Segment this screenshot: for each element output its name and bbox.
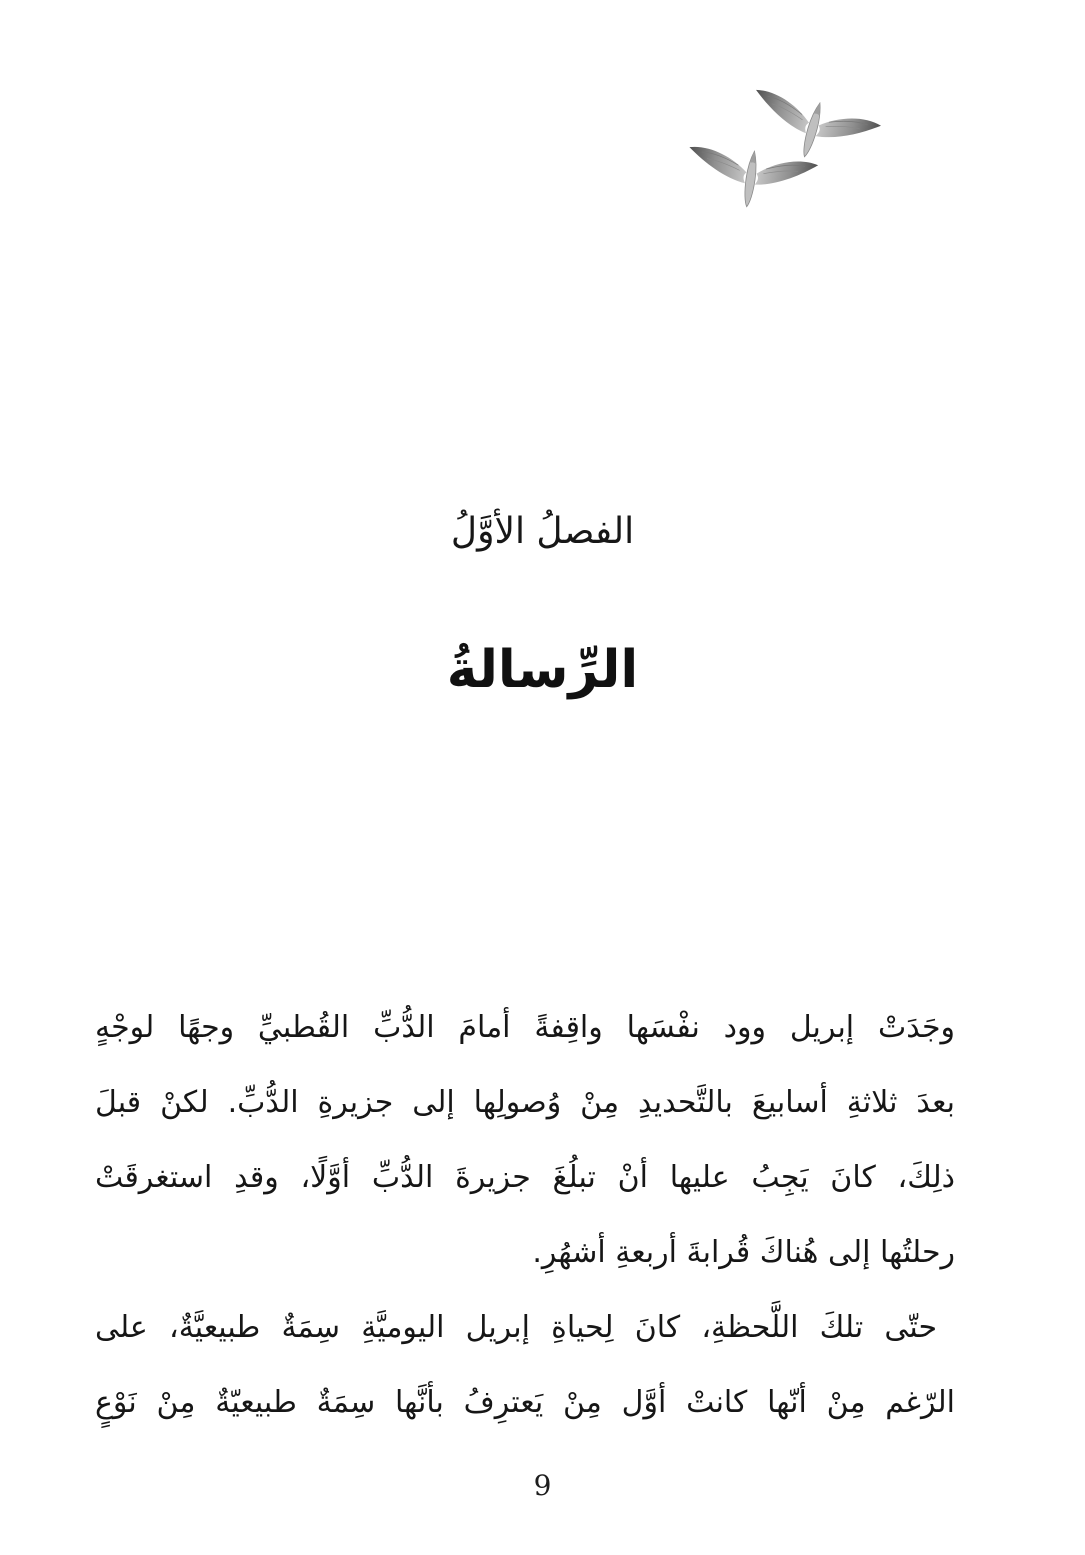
body-text-line: الرّغم مِنْ أنّها كانتْ أوَّل مِنْ يَعترِفُ بأنَّها سِمَةٌ طبيعيّةٌ مِنْ نَوْعٍ bbox=[95, 1385, 955, 1420]
seagull-lower bbox=[682, 142, 819, 214]
chapter-title: الرِّسالةُ bbox=[446, 640, 639, 700]
seagulls-illustration bbox=[665, 82, 910, 214]
body-text-line: حتّى تلكَ اللَّحظةِ، كانَ لِحياةِ إبريل اليوميَّةِ سِمَةٌ طبيعيَّةٌ، على bbox=[95, 1310, 937, 1345]
body-text bbox=[95, 990, 955, 1440]
body-text-line: وجَدَتْ إبريل وود نفْسَها واقِفةً أمامَ الدُّبِّ القُطبيِّ وجهًا لوجْهٍ bbox=[95, 1010, 955, 1045]
page-number: 9 bbox=[533, 1469, 552, 1502]
seagull-upper bbox=[742, 85, 882, 175]
body-text-line: بعدَ ثلاثةِ أسابيعَ بالتَّحديدِ مِنْ وُصولِها إلى جزيرةِ الدُّبِّ. لكنْ قبلَ bbox=[95, 1085, 955, 1120]
chapter-heading: الفصلُ الأوَّلُ bbox=[450, 511, 635, 552]
body-text-line: ذلِكَ، كانَ يَجِبُ عليها أنْ تبلُغَ جزيرةَ الدُّبِّ أوَّلًا، وقدِ استغرقَتْ bbox=[95, 1160, 955, 1195]
body-text-line: رحلتُها إلى هُناكَ قُرابةَ أربعةِ أشهُرِ. bbox=[532, 1235, 955, 1270]
